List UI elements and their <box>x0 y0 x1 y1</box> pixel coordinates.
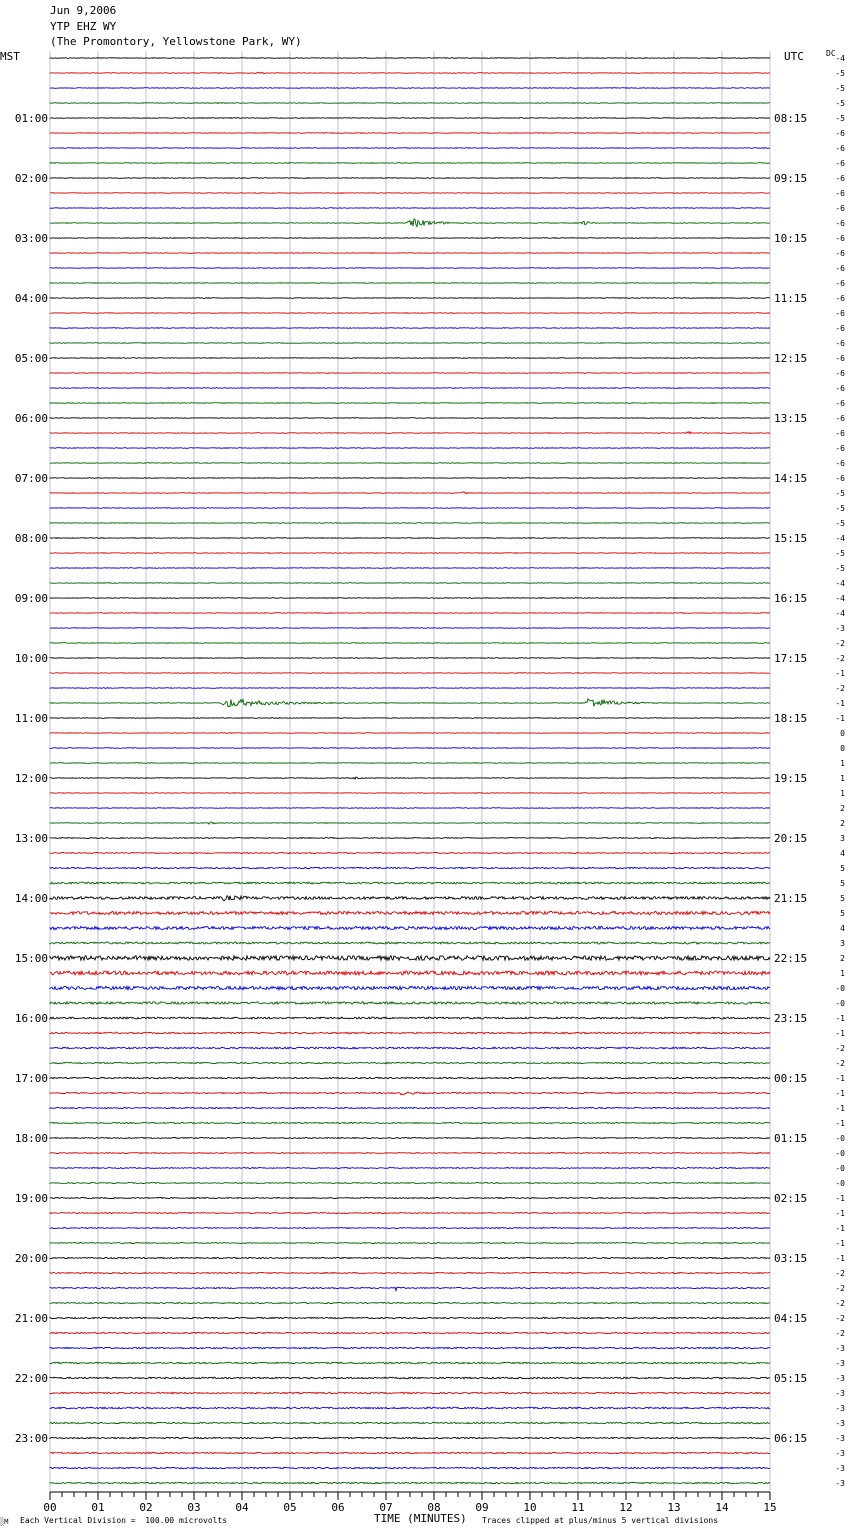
date-label: Jun 9,2006 <box>50 4 117 17</box>
left-hour-label: 16:00 <box>14 1012 48 1025</box>
trace-row-6 <box>50 148 770 149</box>
trace-row-11 <box>50 219 770 227</box>
trace-row-65 <box>50 1032 770 1034</box>
left-hour-label: 21:00 <box>14 1312 48 1325</box>
left-hour-label: 19:00 <box>14 1192 48 1205</box>
trace-row-8 <box>50 178 770 179</box>
trace-row-73 <box>50 1153 770 1154</box>
dc-offset-label: -5 <box>835 549 845 558</box>
dc-offset-label: -2 <box>835 1059 845 1068</box>
trace-row-80 <box>50 1257 770 1258</box>
dc-offset-label: -3 <box>835 1389 845 1398</box>
dc-offset-label: -0 <box>835 1149 845 1158</box>
left-hour-label: 23:00 <box>14 1432 48 1445</box>
dc-offset-label: -4 <box>835 534 845 543</box>
dc-offset-label: -5 <box>835 504 845 513</box>
trace-row-84 <box>50 1317 770 1318</box>
left-hour-label: 08:00 <box>14 532 48 545</box>
x-axis <box>43 1492 776 1514</box>
trace-row-93 <box>50 1452 770 1453</box>
dc-offset-label: 1 <box>840 759 845 768</box>
left-hour-label: 06:00 <box>14 412 48 425</box>
dc-offset-label: -5 <box>835 489 845 498</box>
dc-offset-label: -6 <box>835 189 845 198</box>
right-timezone-label: UTC <box>784 50 804 63</box>
trace-row-74 <box>50 1168 770 1169</box>
dc-offset-label: -4 <box>835 609 845 618</box>
trace-row-9 <box>50 193 770 194</box>
trace-row-70 <box>50 1107 770 1108</box>
trace-row-29 <box>50 492 770 494</box>
dc-offset-label: -6 <box>835 429 845 438</box>
right-hour-label: 05:15 <box>774 1372 808 1385</box>
x-axis-label: TIME (MINUTES) <box>374 1512 467 1525</box>
trace-row-4 <box>50 118 770 119</box>
dc-offset-label: -6 <box>835 444 845 453</box>
trace-row-36 <box>50 598 770 599</box>
dc-offset-label: -4 <box>835 594 845 603</box>
right-hour-label: 20:15 <box>774 832 808 845</box>
x-tick-label: 11 <box>571 1501 585 1514</box>
trace-row-89 <box>50 1392 770 1394</box>
trace-row-40 <box>50 658 770 659</box>
x-tick-label: 15 <box>763 1501 777 1514</box>
right-hour-label: 04:15 <box>774 1312 808 1325</box>
dc-offset-label: -0 <box>835 1164 845 1173</box>
right-hour-labels <box>774 112 807 1445</box>
dc-offset-label: 5 <box>840 864 845 873</box>
right-hour-label: 17:15 <box>774 652 808 665</box>
dc-offset-label: -6 <box>835 264 845 273</box>
dc-offset-label: -1 <box>835 1194 845 1203</box>
dc-offset-label: -6 <box>835 159 845 168</box>
trace-row-19 <box>50 343 770 344</box>
trace-row-16 <box>50 298 770 299</box>
trace-row-54 <box>50 867 770 868</box>
dc-offset-label: -2 <box>835 639 845 648</box>
dc-label: DC <box>826 49 836 58</box>
dc-offset-label: -3 <box>835 1374 845 1383</box>
dc-offset-label: -3 <box>835 1464 845 1473</box>
dc-offset-label: -6 <box>835 294 845 303</box>
dc-offset-label: 0 <box>840 744 845 753</box>
right-hour-label: 23:15 <box>774 1012 808 1025</box>
trace-row-48 <box>50 777 770 779</box>
trace-row-90 <box>50 1407 770 1409</box>
dc-offset-label: 2 <box>840 954 845 963</box>
dc-offset-label: 4 <box>840 924 845 933</box>
trace-row-42 <box>50 688 770 689</box>
left-timezone-label: MST <box>0 50 20 63</box>
scale-note: Each Vertical Division = 100.00 microvolts <box>20 1516 228 1525</box>
dc-offset-label: -3 <box>835 1419 845 1428</box>
trace-row-95 <box>50 1482 770 1483</box>
dc-offset-label: -6 <box>835 474 845 483</box>
trace-row-28 <box>50 478 770 479</box>
right-hour-label: 01:15 <box>774 1132 808 1145</box>
dc-offset-label: -1 <box>835 1014 845 1023</box>
trace-row-20 <box>50 358 770 359</box>
dc-offset-label: -6 <box>835 219 845 228</box>
dc-offset-label: 1 <box>840 789 845 798</box>
trace-row-41 <box>50 673 770 674</box>
dc-offset-label: -1 <box>835 1209 845 1218</box>
dc-offset-label: -4 <box>835 579 845 588</box>
right-hour-label: 11:15 <box>774 292 808 305</box>
left-hour-label: 01:00 <box>14 112 48 125</box>
trace-row-55 <box>50 882 770 884</box>
dc-offset-label: -5 <box>835 519 845 528</box>
right-hour-label: 12:15 <box>774 352 808 365</box>
dc-offset-label: -2 <box>835 1314 845 1323</box>
dc-offset-label: -1 <box>835 1239 845 1248</box>
x-tick-label: 02 <box>139 1501 153 1514</box>
left-hour-label: 11:00 <box>14 712 48 725</box>
dc-offset-label: -1 <box>835 1104 845 1113</box>
right-hour-label: 06:15 <box>774 1432 808 1445</box>
dc-offset-label: -6 <box>835 414 845 423</box>
footer-mark: ░M <box>0 1518 9 1526</box>
left-hour-labels <box>15 112 48 1445</box>
trace-row-3 <box>50 103 770 104</box>
trace-row-22 <box>50 388 770 389</box>
trace-row-47 <box>50 763 770 764</box>
dc-offset-label: -6 <box>835 234 845 243</box>
left-hour-label: 14:00 <box>14 892 48 905</box>
dc-offset-label: -6 <box>835 369 845 378</box>
right-hour-label: 18:15 <box>774 712 808 725</box>
dc-offset-label: 0 <box>840 729 845 738</box>
trace-row-51 <box>50 822 770 824</box>
trace-row-72 <box>50 1138 770 1139</box>
dc-offset-label: -6 <box>835 384 845 393</box>
trace-row-63 <box>50 1002 770 1004</box>
dc-offset-label: -0 <box>835 984 845 993</box>
trace-row-62 <box>50 986 770 989</box>
trace-group <box>50 58 770 1484</box>
x-tick-label: 08 <box>427 1501 441 1514</box>
trace-row-31 <box>50 523 770 524</box>
dc-offset-label: 5 <box>840 909 845 918</box>
right-hour-label: 03:15 <box>774 1252 808 1265</box>
trace-row-2 <box>50 88 770 89</box>
trace-row-75 <box>50 1183 770 1184</box>
trace-row-35 <box>50 583 770 584</box>
trace-row-14 <box>50 268 770 269</box>
right-hour-label: 10:15 <box>774 232 808 245</box>
trace-row-12 <box>50 238 770 239</box>
dc-offset-label: -3 <box>835 1359 845 1368</box>
dc-offset-label: -6 <box>835 279 845 288</box>
x-tick-label: 04 <box>235 1501 249 1514</box>
dc-offset-label: -6 <box>835 144 845 153</box>
left-hour-label: 22:00 <box>14 1372 48 1385</box>
dc-offset-label: 1 <box>840 774 845 783</box>
trace-row-52 <box>50 838 770 839</box>
dc-offset-label: -6 <box>835 399 845 408</box>
trace-row-34 <box>50 568 770 569</box>
trace-row-32 <box>50 538 770 539</box>
right-hour-label: 14:15 <box>774 472 808 485</box>
trace-row-69 <box>50 1092 770 1095</box>
right-hour-label: 09:15 <box>774 172 808 185</box>
dc-offset-label: -2 <box>835 1329 845 1338</box>
trace-row-46 <box>50 748 770 749</box>
dc-offset-label: -6 <box>835 339 845 348</box>
dc-offset-label: -1 <box>835 1224 845 1233</box>
trace-row-66 <box>50 1047 770 1049</box>
dc-offset-label: -0 <box>835 1179 845 1188</box>
trace-row-58 <box>50 926 770 929</box>
dc-offset-label: -5 <box>835 114 845 123</box>
x-tick-label: 05 <box>283 1501 297 1514</box>
dc-offset-label: -0 <box>835 999 845 1008</box>
left-hour-label: 09:00 <box>14 592 48 605</box>
trace-row-13 <box>50 253 770 254</box>
right-hour-label: 13:15 <box>774 412 808 425</box>
dc-offset-label: -5 <box>835 69 845 78</box>
dc-offset-label: -4 <box>835 54 845 63</box>
trace-row-85 <box>50 1332 770 1333</box>
dc-offset-label: 5 <box>840 879 845 888</box>
trace-row-39 <box>50 643 770 644</box>
right-hour-label: 15:15 <box>774 532 808 545</box>
left-hour-label: 05:00 <box>14 352 48 365</box>
right-hour-label: 19:15 <box>774 772 808 785</box>
dc-offset-label: 2 <box>840 819 845 828</box>
trace-row-25 <box>50 432 770 434</box>
left-hour-label: 13:00 <box>14 832 48 845</box>
dc-offset-label: -5 <box>835 99 845 108</box>
x-tick-label: 06 <box>331 1501 345 1514</box>
dc-offset-label: -1 <box>835 1119 845 1128</box>
trace-row-64 <box>50 1017 770 1019</box>
left-hour-label: 18:00 <box>14 1132 48 1145</box>
trace-row-1 <box>50 72 770 73</box>
trace-row-24 <box>50 418 770 419</box>
dc-offset-label: -1 <box>835 1254 845 1263</box>
trace-row-87 <box>50 1362 770 1364</box>
trace-row-18 <box>50 328 770 329</box>
dc-offset-label: -1 <box>835 669 845 678</box>
station-label: YTP EHZ WY <box>50 20 117 33</box>
dc-offset-label: -3 <box>835 1344 845 1353</box>
trace-row-61 <box>50 971 770 975</box>
trace-row-81 <box>50 1272 770 1273</box>
dc-offset-label: 4 <box>840 849 845 858</box>
dc-offset-label: 1 <box>840 969 845 978</box>
dc-offset-label: -1 <box>835 1029 845 1038</box>
trace-row-92 <box>50 1437 770 1438</box>
dc-offset-label: -3 <box>835 1479 845 1488</box>
trace-row-26 <box>50 448 770 449</box>
trace-row-44 <box>50 718 770 719</box>
x-tick-label: 09 <box>475 1501 489 1514</box>
trace-row-59 <box>50 942 770 944</box>
trace-row-56 <box>50 896 770 901</box>
x-tick-label: 07 <box>379 1501 393 1514</box>
dc-offset-label: 3 <box>840 834 845 843</box>
dc-offset-label: -0 <box>835 1134 845 1143</box>
dc-offset-labels <box>835 54 845 1488</box>
grid-lines <box>50 51 770 1492</box>
dc-offset-label: -6 <box>835 129 845 138</box>
left-hour-label: 07:00 <box>14 472 48 485</box>
right-hour-label: 02:15 <box>774 1192 808 1205</box>
dc-offset-label: -1 <box>835 714 845 723</box>
dc-offset-label: 5 <box>840 894 845 903</box>
dc-offset-label: -3 <box>835 1449 845 1458</box>
location-label: (The Promontory, Yellowstone Park, WY) <box>50 35 302 48</box>
dc-offset-label: -6 <box>835 204 845 213</box>
dc-offset-label: -6 <box>835 459 845 468</box>
x-tick-label: 12 <box>619 1501 633 1514</box>
trace-row-50 <box>50 808 770 809</box>
trace-row-7 <box>50 163 770 164</box>
dc-offset-label: -3 <box>835 1434 845 1443</box>
dc-offset-label: 2 <box>840 804 845 813</box>
trace-row-57 <box>50 911 770 914</box>
dc-offset-label: -6 <box>835 174 845 183</box>
right-hour-label: 22:15 <box>774 952 808 965</box>
dc-offset-label: -2 <box>835 684 845 693</box>
trace-row-30 <box>50 508 770 509</box>
trace-row-17 <box>50 313 770 314</box>
trace-row-10 <box>50 208 770 209</box>
trace-row-60 <box>50 956 770 960</box>
trace-row-79 <box>50 1243 770 1244</box>
dc-offset-label: -5 <box>835 564 845 573</box>
trace-row-71 <box>50 1122 770 1123</box>
left-hour-label: 17:00 <box>14 1072 48 1085</box>
trace-row-27 <box>50 463 770 464</box>
dc-offset-label: -6 <box>835 309 845 318</box>
dc-offset-label: -2 <box>835 1299 845 1308</box>
x-tick-label: 01 <box>91 1501 105 1514</box>
trace-row-0 <box>50 58 770 59</box>
dc-offset-label: -6 <box>835 249 845 258</box>
x-tick-label: 10 <box>523 1501 537 1514</box>
trace-row-21 <box>50 373 770 374</box>
trace-row-33 <box>50 553 770 554</box>
trace-row-82 <box>50 1287 770 1290</box>
dc-offset-label: -3 <box>835 624 845 633</box>
dc-offset-label: -5 <box>835 84 845 93</box>
clip-note: Traces clipped at plus/minus 5 vertical divisions <box>482 1516 719 1525</box>
trace-row-5 <box>50 133 770 134</box>
x-tick-label: 00 <box>43 1501 57 1514</box>
trace-row-76 <box>50 1198 770 1199</box>
x-tick-label: 03 <box>187 1501 201 1514</box>
right-hour-label: 16:15 <box>774 592 808 605</box>
trace-row-68 <box>50 1077 770 1078</box>
right-hour-label: 21:15 <box>774 892 808 905</box>
dc-offset-label: -2 <box>835 654 845 663</box>
trace-row-88 <box>50 1377 770 1379</box>
x-tick-label: 14 <box>715 1501 729 1514</box>
dc-offset-label: -1 <box>835 699 845 708</box>
left-hour-label: 04:00 <box>14 292 48 305</box>
left-hour-label: 02:00 <box>14 172 48 185</box>
trace-row-78 <box>50 1228 770 1229</box>
right-hour-label: 08:15 <box>774 112 808 125</box>
trace-row-53 <box>50 853 770 854</box>
trace-row-67 <box>50 1062 770 1063</box>
trace-row-77 <box>50 1213 770 1214</box>
dc-offset-label: 3 <box>840 939 845 948</box>
left-hour-label: 20:00 <box>14 1252 48 1265</box>
x-tick-label: 13 <box>667 1501 681 1514</box>
trace-row-43 <box>50 699 770 707</box>
left-hour-label: 15:00 <box>14 952 48 965</box>
trace-row-49 <box>50 793 770 794</box>
trace-row-37 <box>50 613 770 614</box>
dc-offset-label: -1 <box>835 1089 845 1098</box>
trace-row-83 <box>50 1302 770 1303</box>
left-hour-label: 10:00 <box>14 652 48 665</box>
trace-row-38 <box>50 628 770 629</box>
dc-offset-label: -3 <box>835 1404 845 1413</box>
left-hour-label: 12:00 <box>14 772 48 785</box>
dc-offset-label: -2 <box>835 1269 845 1278</box>
trace-row-86 <box>50 1347 770 1348</box>
right-hour-label: 00:15 <box>774 1072 808 1085</box>
dc-offset-label: -1 <box>835 1074 845 1083</box>
dc-offset-label: -2 <box>835 1044 845 1053</box>
trace-row-91 <box>50 1422 770 1423</box>
dc-offset-label: -6 <box>835 354 845 363</box>
dc-offset-label: -6 <box>835 324 845 333</box>
dc-offset-label: -2 <box>835 1284 845 1293</box>
trace-row-94 <box>50 1467 770 1468</box>
left-hour-label: 03:00 <box>14 232 48 245</box>
trace-row-23 <box>50 403 770 404</box>
trace-row-45 <box>50 733 770 734</box>
trace-row-15 <box>50 283 770 284</box>
